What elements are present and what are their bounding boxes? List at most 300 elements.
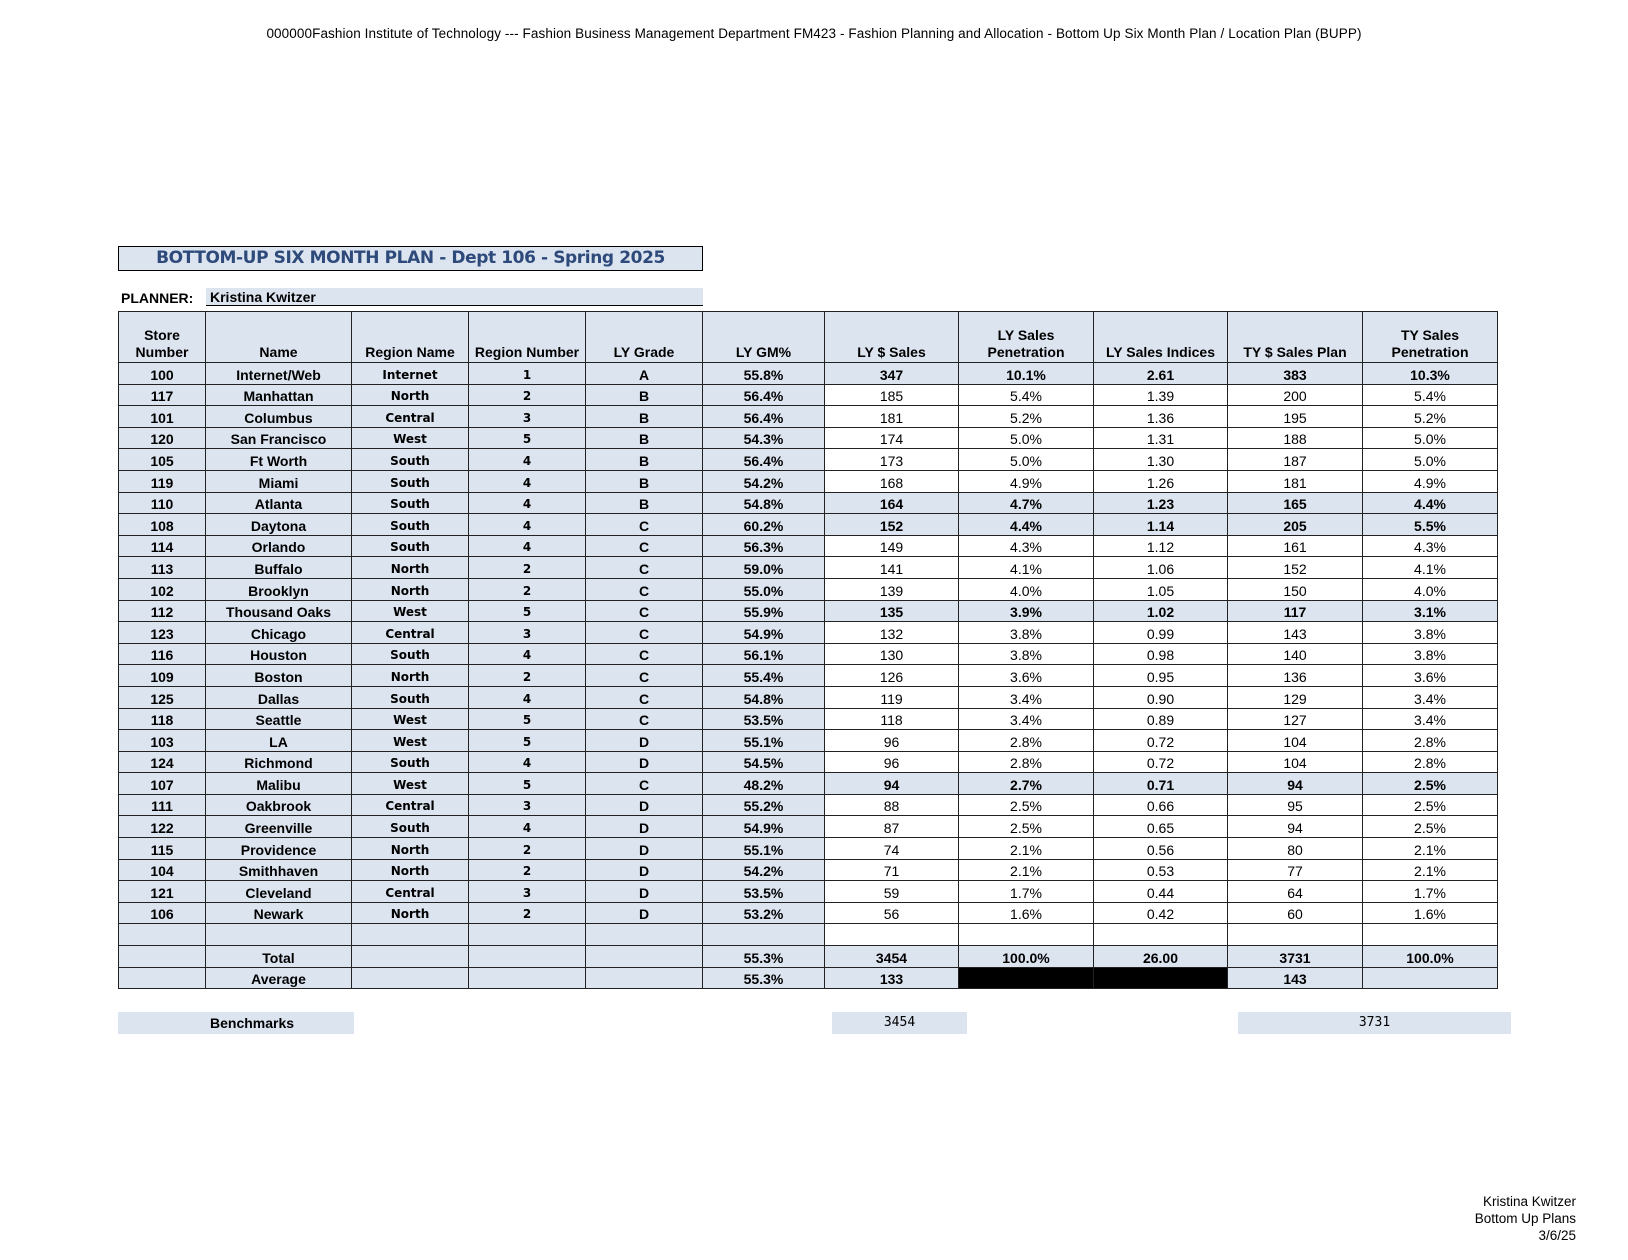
ly-sales[interactable]: 96 [825,751,959,773]
ly-gm[interactable]: 60.2% [703,514,825,536]
ly-sales[interactable]: 118 [825,708,959,730]
ty-sales-penetration[interactable]: 1.7% [1363,881,1498,903]
ty-sales-plan[interactable]: 187 [1228,449,1363,471]
ly-grade[interactable]: D [586,751,703,773]
ly-sales[interactable]: 130 [825,643,959,665]
ly-sales-penetration[interactable]: 2.5% [959,794,1094,816]
ty-sales-penetration[interactable]: 4.9% [1363,470,1498,492]
region-number[interactable]: 1 [469,363,586,385]
ty-sales-penetration[interactable]: 3.8% [1363,622,1498,644]
ly-grade[interactable]: B [586,384,703,406]
ly-gm[interactable]: 56.3% [703,535,825,557]
ty-sales-plan[interactable]: 136 [1228,665,1363,687]
average-row [119,967,1498,989]
region-number[interactable]: 4 [469,535,586,557]
col-header-region-name: Region Name [352,312,469,363]
store-number[interactable]: 111 [119,794,206,816]
ty-sales-penetration[interactable]: 5.5% [1363,514,1498,536]
ty-sales-plan[interactable]: 195 [1228,406,1363,428]
ly-sales-indices[interactable]: 1.23 [1094,492,1228,514]
ly-sales[interactable]: 173 [825,449,959,471]
ly-gm[interactable]: 55.1% [703,730,825,752]
store-number[interactable]: 125 [119,686,206,708]
ly-sales[interactable]: 71 [825,859,959,881]
region-number[interactable]: 2 [469,557,586,579]
ly-sales-penetration[interactable]: 5.0% [959,449,1094,471]
store-number[interactable]: 103 [119,730,206,752]
ly-sales-indices[interactable]: 0.65 [1094,816,1228,838]
region-name[interactable]: North [352,665,469,687]
ly-sales-penetration[interactable]: 5.2% [959,406,1094,428]
store-name[interactable]: Seattle [206,708,352,730]
store-name[interactable]: Miami [206,470,352,492]
ly-grade[interactable]: A [586,363,703,385]
ly-sales-penetration[interactable]: 4.7% [959,492,1094,514]
store-number[interactable]: 102 [119,578,206,600]
ty-sales-plan[interactable]: 77 [1228,859,1363,881]
region-name[interactable]: South [352,470,469,492]
ly-sales[interactable]: 347 [825,363,959,385]
store-name[interactable]: Daytona [206,514,352,536]
ty-sales-plan[interactable]: 80 [1228,838,1363,860]
ly-gm[interactable]: 54.5% [703,751,825,773]
ty-sales-plan[interactable]: 161 [1228,535,1363,557]
region-name[interactable]: South [352,643,469,665]
ly-sales-indices[interactable]: 1.02 [1094,600,1228,622]
ly-sales-indices[interactable]: 0.44 [1094,881,1228,903]
store-name[interactable]: LA [206,730,352,752]
ly-sales[interactable]: 152 [825,514,959,536]
ly-grade[interactable]: C [586,535,703,557]
region-name[interactable]: South [352,535,469,557]
ty-sales-penetration[interactable]: 3.4% [1363,686,1498,708]
ly-sales-indices[interactable]: 1.05 [1094,578,1228,600]
ty-sales-penetration[interactable]: 4.0% [1363,578,1498,600]
ty-sales-penetration[interactable]: 5.2% [1363,406,1498,428]
ly-sales-penetration[interactable]: 3.4% [959,686,1094,708]
ly-sales[interactable]: 132 [825,622,959,644]
store-name[interactable]: Ft Worth [206,449,352,471]
table-row [119,514,1498,536]
ly-sales-penetration[interactable]: 3.6% [959,665,1094,687]
ly-gm[interactable]: 53.2% [703,902,825,924]
store-name[interactable]: Brooklyn [206,578,352,600]
ly-grade[interactable]: D [586,881,703,903]
ty-sales-penetration[interactable]: 2.1% [1363,838,1498,860]
store-number[interactable]: 123 [119,622,206,644]
region-number[interactable]: 3 [469,406,586,428]
ly-sales-indices[interactable]: 0.98 [1094,643,1228,665]
region-number[interactable]: 2 [469,838,586,860]
store-name[interactable]: Chicago [206,622,352,644]
ly-gm[interactable]: 56.4% [703,449,825,471]
ly-sales-penetration[interactable]: 4.1% [959,557,1094,579]
region-number[interactable]: 5 [469,708,586,730]
ly-grade[interactable]: C [586,665,703,687]
ly-sales-indices[interactable]: 0.89 [1094,708,1228,730]
benchmarks-label: Benchmarks [118,1012,354,1034]
store-number[interactable]: 105 [119,449,206,471]
ty-sales-penetration[interactable]: 4.4% [1363,492,1498,514]
region-name[interactable]: North [352,838,469,860]
region-name[interactable]: North [352,902,469,924]
ty-sales-penetration[interactable]: 5.0% [1363,427,1498,449]
ly-sales[interactable]: 181 [825,406,959,428]
store-name[interactable]: Greenville [206,816,352,838]
ty-sales-penetration[interactable]: 2.5% [1363,816,1498,838]
region-name[interactable]: West [352,427,469,449]
ty-sales-plan[interactable]: 127 [1228,708,1363,730]
ty-sales-penetration[interactable]: 2.8% [1363,751,1498,773]
ly-gm[interactable]: 54.3% [703,427,825,449]
region-name[interactable]: West [352,730,469,752]
ly-gm[interactable]: 55.1% [703,838,825,860]
ty-sales-plan[interactable]: 104 [1228,751,1363,773]
ly-sales[interactable]: 56 [825,902,959,924]
ly-gm[interactable]: 56.1% [703,643,825,665]
ty-sales-penetration[interactable]: 10.3% [1363,363,1498,385]
ty-sales-penetration[interactable]: 2.8% [1363,730,1498,752]
region-name[interactable]: South [352,816,469,838]
ly-gm[interactable]: 54.2% [703,859,825,881]
plan-title: BOTTOM-UP SIX MONTH PLAN - Dept 106 - Spring 2025 [118,246,703,271]
ly-grade[interactable]: C [586,708,703,730]
ly-gm[interactable]: 55.9% [703,600,825,622]
ly-sales-indices[interactable]: 1.12 [1094,535,1228,557]
ty-sales-penetration[interactable]: 2.1% [1363,859,1498,881]
ly-sales-indices[interactable]: 1.14 [1094,514,1228,536]
ty-sales-penetration[interactable]: 5.4% [1363,384,1498,406]
ly-grade[interactable]: C [586,773,703,795]
region-name[interactable]: West [352,708,469,730]
store-number[interactable]: 108 [119,514,206,536]
ly-sales-indices[interactable]: 0.56 [1094,838,1228,860]
ly-gm[interactable]: 55.2% [703,794,825,816]
region-number[interactable]: 5 [469,427,586,449]
store-name[interactable]: Providence [206,838,352,860]
ly-grade[interactable]: C [586,557,703,579]
region-number[interactable]: 4 [469,643,586,665]
ly-gm[interactable]: 59.0% [703,557,825,579]
ly-grade[interactable]: C [586,600,703,622]
ty-sales-plan[interactable]: 165 [1228,492,1363,514]
ly-grade[interactable]: D [586,794,703,816]
ly-grade[interactable]: D [586,902,703,924]
region-number[interactable]: 4 [469,470,586,492]
store-number[interactable]: 113 [119,557,206,579]
store-number[interactable]: 116 [119,643,206,665]
table-row [119,665,1498,687]
ly-sales[interactable]: 164 [825,492,959,514]
region-number[interactable]: 2 [469,859,586,881]
ty-sales-plan[interactable]: 181 [1228,470,1363,492]
region-number[interactable]: 3 [469,794,586,816]
store-number[interactable]: 118 [119,708,206,730]
region-number[interactable]: 4 [469,686,586,708]
ly-sales-penetration[interactable]: 4.0% [959,578,1094,600]
region-number[interactable]: 4 [469,816,586,838]
ly-gm[interactable]: 55.4% [703,665,825,687]
ty-sales-penetration[interactable]: 5.0% [1363,449,1498,471]
ly-gm[interactable]: 54.9% [703,816,825,838]
ly-sales-penetration[interactable]: 3.8% [959,622,1094,644]
ly-sales-penetration[interactable]: 2.7% [959,773,1094,795]
ly-sales[interactable]: 59 [825,881,959,903]
store-number[interactable]: 104 [119,859,206,881]
region-name[interactable]: Internet [352,363,469,385]
store-name[interactable]: Newark [206,902,352,924]
region-number[interactable]: 3 [469,622,586,644]
table-row [119,773,1498,795]
ly-gm[interactable]: 56.4% [703,406,825,428]
ly-sales[interactable]: 119 [825,686,959,708]
ly-sales[interactable]: 141 [825,557,959,579]
ly-grade[interactable]: B [586,492,703,514]
ly-sales-indices[interactable]: 1.30 [1094,449,1228,471]
ly-sales-indices[interactable]: 0.95 [1094,665,1228,687]
ly-sales-penetration[interactable]: 2.1% [959,859,1094,881]
ly-sales-penetration[interactable]: 2.8% [959,730,1094,752]
table-row [119,881,1498,903]
store-name[interactable]: Buffalo [206,557,352,579]
ly-sales[interactable]: 139 [825,578,959,600]
region-name[interactable]: North [352,557,469,579]
store-name[interactable]: Atlanta [206,492,352,514]
ty-sales-penetration[interactable]: 3.6% [1363,665,1498,687]
ly-sales-penetration[interactable]: 2.8% [959,751,1094,773]
ly-sales[interactable]: 168 [825,470,959,492]
ly-gm[interactable]: 54.8% [703,686,825,708]
ty-sales-penetration[interactable]: 2.5% [1363,794,1498,816]
ty-sales-penetration[interactable]: 4.3% [1363,535,1498,557]
store-number[interactable]: 124 [119,751,206,773]
region-number[interactable]: 4 [469,514,586,536]
region-number[interactable]: 4 [469,492,586,514]
ly-gm[interactable]: 56.4% [703,384,825,406]
ly-sales-penetration[interactable]: 3.9% [959,600,1094,622]
ty-sales-plan[interactable]: 383 [1228,363,1363,385]
ly-sales-penetration[interactable]: 2.5% [959,816,1094,838]
store-name[interactable]: Thousand Oaks [206,600,352,622]
ly-sales-penetration[interactable]: 1.6% [959,902,1094,924]
ly-sales-indices[interactable]: 0.71 [1094,773,1228,795]
ly-sales-indices[interactable]: 0.72 [1094,730,1228,752]
ly-sales-penetration[interactable]: 2.1% [959,838,1094,860]
store-number[interactable]: 119 [119,470,206,492]
col-header-ly-grade: LY Grade [586,312,703,363]
ty-sales-plan[interactable]: 143 [1228,622,1363,644]
region-number[interactable]: 5 [469,600,586,622]
ly-sales-penetration[interactable]: 3.4% [959,708,1094,730]
store-number[interactable]: 110 [119,492,206,514]
ly-sales-indices[interactable]: 0.66 [1094,794,1228,816]
ly-sales-penetration[interactable]: 1.7% [959,881,1094,903]
store-name[interactable]: Houston [206,643,352,665]
store-name[interactable]: Oakbrook [206,794,352,816]
ly-sales-indices[interactable]: 0.90 [1094,686,1228,708]
ly-sales-indices[interactable]: 1.06 [1094,557,1228,579]
ty-sales-plan[interactable]: 188 [1228,427,1363,449]
ly-sales[interactable]: 135 [825,600,959,622]
ly-gm[interactable]: 55.8% [703,363,825,385]
ly-grade[interactable]: C [586,622,703,644]
region-name[interactable]: South [352,449,469,471]
ly-sales-indices[interactable]: 0.53 [1094,859,1228,881]
store-number[interactable]: 112 [119,600,206,622]
ly-gm[interactable]: 54.2% [703,470,825,492]
region-name[interactable]: North [352,859,469,881]
ly-gm[interactable]: 48.2% [703,773,825,795]
ly-grade[interactable]: D [586,838,703,860]
ly-gm[interactable]: 54.8% [703,492,825,514]
store-number[interactable]: 109 [119,665,206,687]
ty-sales-penetration[interactable]: 1.6% [1363,902,1498,924]
ly-grade[interactable]: D [586,816,703,838]
ty-sales-penetration[interactable]: 3.8% [1363,643,1498,665]
region-name[interactable]: South [352,514,469,536]
store-number[interactable]: 101 [119,406,206,428]
ly-sales[interactable]: 74 [825,838,959,860]
region-number[interactable]: 2 [469,902,586,924]
ly-sales-indices[interactable]: 0.72 [1094,751,1228,773]
ly-sales-penetration[interactable]: 5.4% [959,384,1094,406]
store-number[interactable]: 121 [119,881,206,903]
ty-sales-penetration[interactable]: 2.5% [1363,773,1498,795]
store-name[interactable]: Richmond [206,751,352,773]
store-number[interactable]: 100 [119,363,206,385]
ly-grade[interactable]: C [586,578,703,600]
store-name[interactable]: Dallas [206,686,352,708]
region-name[interactable]: Central [352,622,469,644]
ty-sales-plan[interactable]: 117 [1228,600,1363,622]
ly-sales-penetration[interactable]: 4.4% [959,514,1094,536]
store-number[interactable]: 106 [119,902,206,924]
ly-grade[interactable]: D [586,730,703,752]
region-number[interactable]: 2 [469,578,586,600]
ly-grade[interactable]: B [586,470,703,492]
ly-grade[interactable]: C [586,686,703,708]
ly-sales[interactable]: 88 [825,794,959,816]
average-gm: 55.3% [703,967,825,989]
ly-sales-penetration[interactable]: 3.8% [959,643,1094,665]
table-row [119,686,1498,708]
ly-gm[interactable]: 54.9% [703,622,825,644]
ty-sales-plan[interactable]: 150 [1228,578,1363,600]
ty-sales-plan[interactable]: 95 [1228,794,1363,816]
ly-grade[interactable]: B [586,449,703,471]
total-ly-indices: 26.00 [1094,946,1228,968]
ty-sales-penetration[interactable]: 3.4% [1363,708,1498,730]
ly-sales-indices[interactable]: 1.31 [1094,427,1228,449]
ly-sales-indices[interactable]: 2.61 [1094,363,1228,385]
region-number[interactable]: 2 [469,384,586,406]
ty-sales-plan[interactable]: 200 [1228,384,1363,406]
ty-sales-plan[interactable]: 205 [1228,514,1363,536]
store-name[interactable]: Columbus [206,406,352,428]
ly-sales[interactable]: 126 [825,665,959,687]
ly-sales-indices[interactable]: 0.42 [1094,902,1228,924]
ly-gm[interactable]: 53.5% [703,881,825,903]
ly-grade[interactable]: D [586,859,703,881]
region-name[interactable]: South [352,686,469,708]
ty-sales-plan[interactable]: 104 [1228,730,1363,752]
region-name[interactable]: Central [352,794,469,816]
ly-sales-penetration[interactable]: 10.1% [959,363,1094,385]
region-number[interactable]: 3 [469,881,586,903]
ty-sales-plan[interactable]: 94 [1228,773,1363,795]
region-name[interactable]: Central [352,881,469,903]
ly-sales[interactable]: 87 [825,816,959,838]
region-name[interactable]: Central [352,406,469,428]
region-name[interactable]: West [352,600,469,622]
ly-sales-indices[interactable]: 1.26 [1094,470,1228,492]
ly-sales-penetration[interactable]: 4.3% [959,535,1094,557]
store-name[interactable]: Internet/Web [206,363,352,385]
store-number[interactable]: 122 [119,816,206,838]
store-name[interactable]: Smithhaven [206,859,352,881]
ty-sales-plan[interactable]: 94 [1228,816,1363,838]
store-number[interactable]: 107 [119,773,206,795]
region-number[interactable]: 5 [469,773,586,795]
ly-grade[interactable]: C [586,643,703,665]
ly-sales-indices[interactable]: 1.36 [1094,406,1228,428]
region-name[interactable]: South [352,492,469,514]
region-number[interactable]: 4 [469,449,586,471]
ty-sales-plan[interactable]: 152 [1228,557,1363,579]
store-name[interactable]: Manhattan [206,384,352,406]
store-number[interactable]: 120 [119,427,206,449]
store-number[interactable]: 115 [119,838,206,860]
region-number[interactable]: 5 [469,730,586,752]
region-name[interactable]: North [352,384,469,406]
region-number[interactable]: 2 [469,665,586,687]
ty-sales-penetration[interactable]: 3.1% [1363,600,1498,622]
ly-sales-penetration[interactable]: 5.0% [959,427,1094,449]
store-number[interactable]: 114 [119,535,206,557]
ty-sales-plan[interactable]: 60 [1228,902,1363,924]
ly-sales-indices[interactable]: 1.39 [1094,384,1228,406]
ly-sales[interactable]: 149 [825,535,959,557]
store-name[interactable]: Orlando [206,535,352,557]
store-name[interactable]: Cleveland [206,881,352,903]
store-name[interactable]: San Francisco [206,427,352,449]
ly-gm[interactable]: 53.5% [703,708,825,730]
ly-sales[interactable]: 174 [825,427,959,449]
ly-sales[interactable]: 94 [825,773,959,795]
ty-sales-penetration[interactable]: 4.1% [1363,557,1498,579]
planner-name-field[interactable]: Kristina Kwitzer [206,288,703,306]
ly-sales-penetration[interactable]: 4.9% [959,470,1094,492]
ly-grade[interactable]: B [586,427,703,449]
ly-sales[interactable]: 185 [825,384,959,406]
store-name[interactable]: Boston [206,665,352,687]
region-name[interactable]: West [352,773,469,795]
ty-sales-plan[interactable]: 140 [1228,643,1363,665]
ty-sales-plan[interactable]: 64 [1228,881,1363,903]
region-name[interactable]: South [352,751,469,773]
ly-sales-indices[interactable]: 0.99 [1094,622,1228,644]
ty-sales-plan[interactable]: 129 [1228,686,1363,708]
ly-sales[interactable]: 96 [825,730,959,752]
ly-grade[interactable]: C [586,514,703,536]
store-number[interactable]: 117 [119,384,206,406]
average-blackout-cell [1094,967,1228,989]
store-name[interactable]: Malibu [206,773,352,795]
region-name[interactable]: North [352,578,469,600]
ly-gm[interactable]: 55.0% [703,578,825,600]
region-number[interactable]: 4 [469,751,586,773]
ly-grade[interactable]: B [586,406,703,428]
